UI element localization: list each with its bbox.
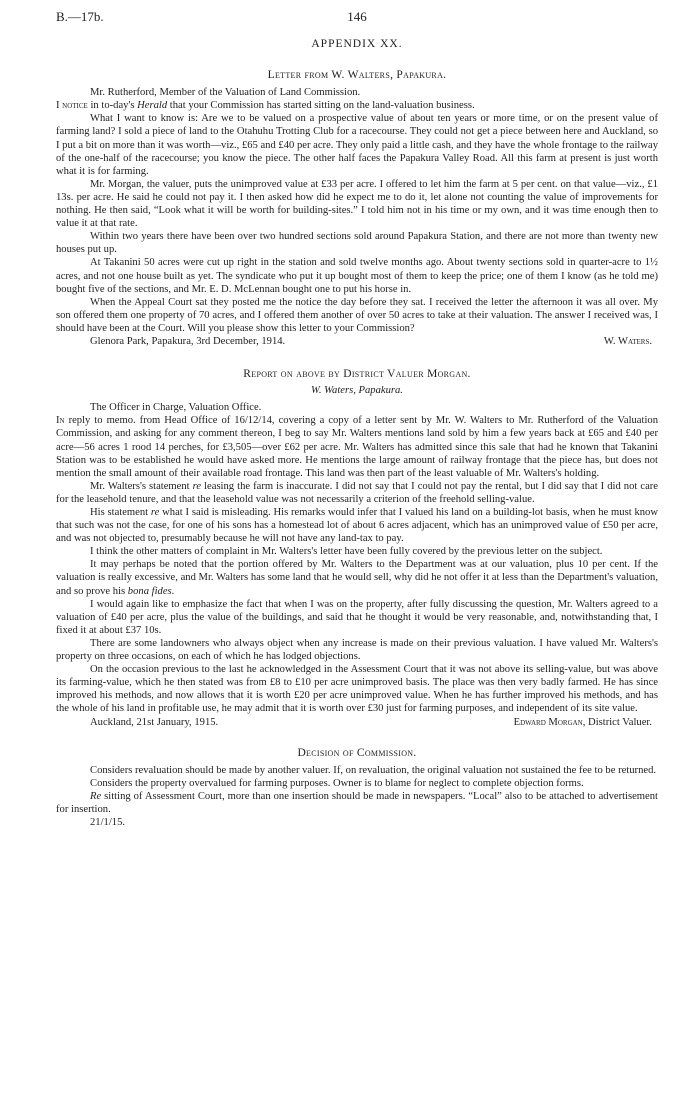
letter-paragraph: At Takanini 50 acres were cut up right in the station and sold twelve months ago. About twenty sections sold in quarter-acre to 1½ acres, and not one house built as yet. The syndicate who put it up bought most of them to keep the price; one of them I know (as he told me) bought five of the sections, and Mr. E. D. McLennan bought one to put his horse in. bbox=[56, 257, 658, 295]
decision-italic: Re bbox=[90, 790, 102, 802]
report-paragraph bbox=[56, 480, 658, 506]
report-paragraph: On the occasion previous to the last he acknowledged in the Assessment Court that it was not above its selling-value, but was above its farming-value, which he then stated was from £8 to £10 per acre unimproved basis. The place was then very badly farmed. He has since improved his methods, and now allows that it is worth £20 per acre unimproved value. When he has further improved his methods, and has the whole of his land in profitable use, he may admit that it is worth over £30 just for farming purposes, and independent of its site value. bbox=[56, 664, 658, 715]
decision-paragraph: Considers the property overvalued for farming purposes. Owner is to blame for neglect to complete objection forms. bbox=[90, 777, 584, 789]
report-heading: Report on above by District Valuer Morgan. bbox=[243, 368, 471, 381]
letter-text: that your Commission has started sitting on the land-valuation business. bbox=[167, 100, 475, 112]
decision-paragraph bbox=[56, 790, 658, 816]
page-header bbox=[56, 8, 658, 28]
report-italic: bona fides bbox=[127, 585, 172, 597]
letter-paragraph: What I want to know is: Are we to be valued on a prospective value of about ten years or more time, or on the present value of farming land? I sold a piece of land to the Otahuhu Trotting Club for a racecourse. They could not get a piece between here and Auckland, so I put a bit on more than it was worth—viz., £65 and £40 per acre. They only paid a little cash, and they have the whole frontage to the railway of the one-half of the racecourse; you know the piece. The other half faces the Papakura Valley Road. All this farm at present is just worth what it is for farming. bbox=[56, 113, 658, 177]
page-number: 146 bbox=[347, 9, 367, 24]
herald-newspaper-title: Herald bbox=[137, 100, 168, 112]
report-text: It may perhaps be noted that the portion offered by Mr. Walters to the Department was at our valuation, plus 10 per cent. If the valuation is really excessive, and Mr. Walters has some land that he would sell, why did he not offer it at less than the Department's valuation, and so prove his bbox=[56, 559, 658, 597]
report-text: reply to memo. from Head Office of 16/12/14, covering a copy of a letter sent by Mr. W. Walters to Mr. Rutherford of the Valuation Commission, and asking for any comment thereon, I beg to say Mr. Walters mentions land sold by him a few years back at £65 and £40 per acre—56 acres 1 rood 14 perches, for £3,505—over £62 per acre. Mr. Walters has admitted since this sale that had he known that Takanini Station was to be established he would have asked more. He mentions the large amount of railway frontage that the piece has, but does not mention the small amount of their available road frontage. This land was then part of the least valuable of Mr. Walters's holding. bbox=[56, 415, 658, 479]
letter-paragraph: Mr. Morgan, the valuer, puts the unimproved value at £33 per acre. I offered to let him the farm at 5 per cent. on that value—viz., £1 13s. per acre. He said he could not pay it. I then asked how did he expect me to do it, let alone not counting the value of improvements for nothing. He then said, “Look what it will be worth for building-sites.” I told him not in his time or my own, and it was time enough then to value it at that rate. bbox=[56, 178, 658, 230]
report-paragraph bbox=[56, 558, 658, 597]
report-paragraph bbox=[56, 414, 658, 479]
report-paragraph bbox=[56, 506, 658, 545]
decision-date: 21/1/15. bbox=[90, 817, 126, 829]
report-signature-line bbox=[56, 716, 658, 729]
letter-heading: Letter from W. Walters, Papakura. bbox=[267, 69, 447, 82]
report-text: Mr. Walters's statement bbox=[90, 480, 193, 492]
report-subheading: W. Waters, Papakura. bbox=[311, 385, 403, 397]
letter-lead-words: I notice bbox=[56, 100, 88, 112]
report-signature-title: , District Valuer. bbox=[582, 716, 652, 728]
report-signature bbox=[514, 716, 652, 729]
letter-paragraph: When the Appeal Court sat they posted me the notice the day before they sat. I received the letter the afternoon it was all over. My son offered them one property of 70 acres, and I offered them another of over 50 acres to take at their valuation. The answer I received was, I should have been at the Court. Will you please show this letter to your Commission? bbox=[56, 296, 658, 334]
report-place-date: Auckland, 21st January, 1915. bbox=[90, 716, 219, 728]
report-text: what I said is misleading. His remarks would infer that I valued his land on a building-lot basis, when he must know that such was not the case, for one of his sons has a homestead lot of about 6 acres adjacent, which has an unimproved value of £50 per acre, and was not objected to, presumably because he will not have any land-tax to pay. bbox=[56, 507, 658, 545]
appendix-title: APPENDIX XX. bbox=[311, 38, 403, 50]
report-signature-name: Edward Morgan bbox=[513, 716, 583, 728]
report-paragraph: I think the other matters of complaint in Mr. Walters's letter have been fully covered by the previous letter on the subject. bbox=[90, 546, 603, 558]
decision-paragraph: Considers revaluation should be made by another valuer. If, on revaluation, the original valuation not sustained the fee to be returned. bbox=[90, 764, 657, 776]
report-paragraph: There are some landowners who always object when any increase is made on their previous valuation. I have valued Mr. Walters's property on three occasions, on each of which he has lodged objections. bbox=[56, 637, 658, 663]
decision-text: sitting of Assessment Court, more than one insertion should be made in newspapers. “Local” also to be attached to advertisement for insertion. bbox=[56, 790, 658, 815]
letter-place-date: Glenora Park, Papakura, 3rd December, 1914. bbox=[90, 335, 286, 347]
letter-text: in to-day's bbox=[87, 100, 138, 112]
report-text: His statement bbox=[90, 507, 151, 518]
report-addressee: The Officer in Charge, Valuation Office. bbox=[90, 402, 262, 414]
letter-paragraph: Within two years there have been over two hundred sections sold around Papakura Station, and there are not more than twenty new houses put up. bbox=[56, 231, 658, 256]
letter-signature: W. Waters. bbox=[603, 335, 652, 347]
report-text: . bbox=[171, 585, 175, 597]
report-italic: re bbox=[192, 480, 202, 492]
letter-addressee: Mr. Rutherford, Member of the Valuation of Land Commission. bbox=[90, 87, 361, 99]
letter-signature-line bbox=[56, 335, 658, 348]
report-paragraph: I would again like to emphasize the fact that when I was on the property, after fully discussing the question, Mr. Walters agreed to a valuation of £40 per acre, plus the value of the buildings, and said that he thought it would be very reasonable, and, notwithstanding that, I fixed it at about £37 10s. bbox=[56, 598, 658, 636]
decision-heading: Decision of Commission. bbox=[297, 746, 417, 759]
report-lead-word: In bbox=[56, 415, 65, 427]
letter-paragraph bbox=[56, 99, 658, 112]
report-text: leasing the farm is inaccurate. I did not say that I could not pay the rental, but I did say that I did not care for the leasehold tenure, and that the leasehold value was not necessarily a criterion of the freehold selling-value. bbox=[56, 480, 658, 505]
document-reference: B.—17b. bbox=[56, 9, 104, 24]
report-italic: re bbox=[150, 507, 160, 518]
